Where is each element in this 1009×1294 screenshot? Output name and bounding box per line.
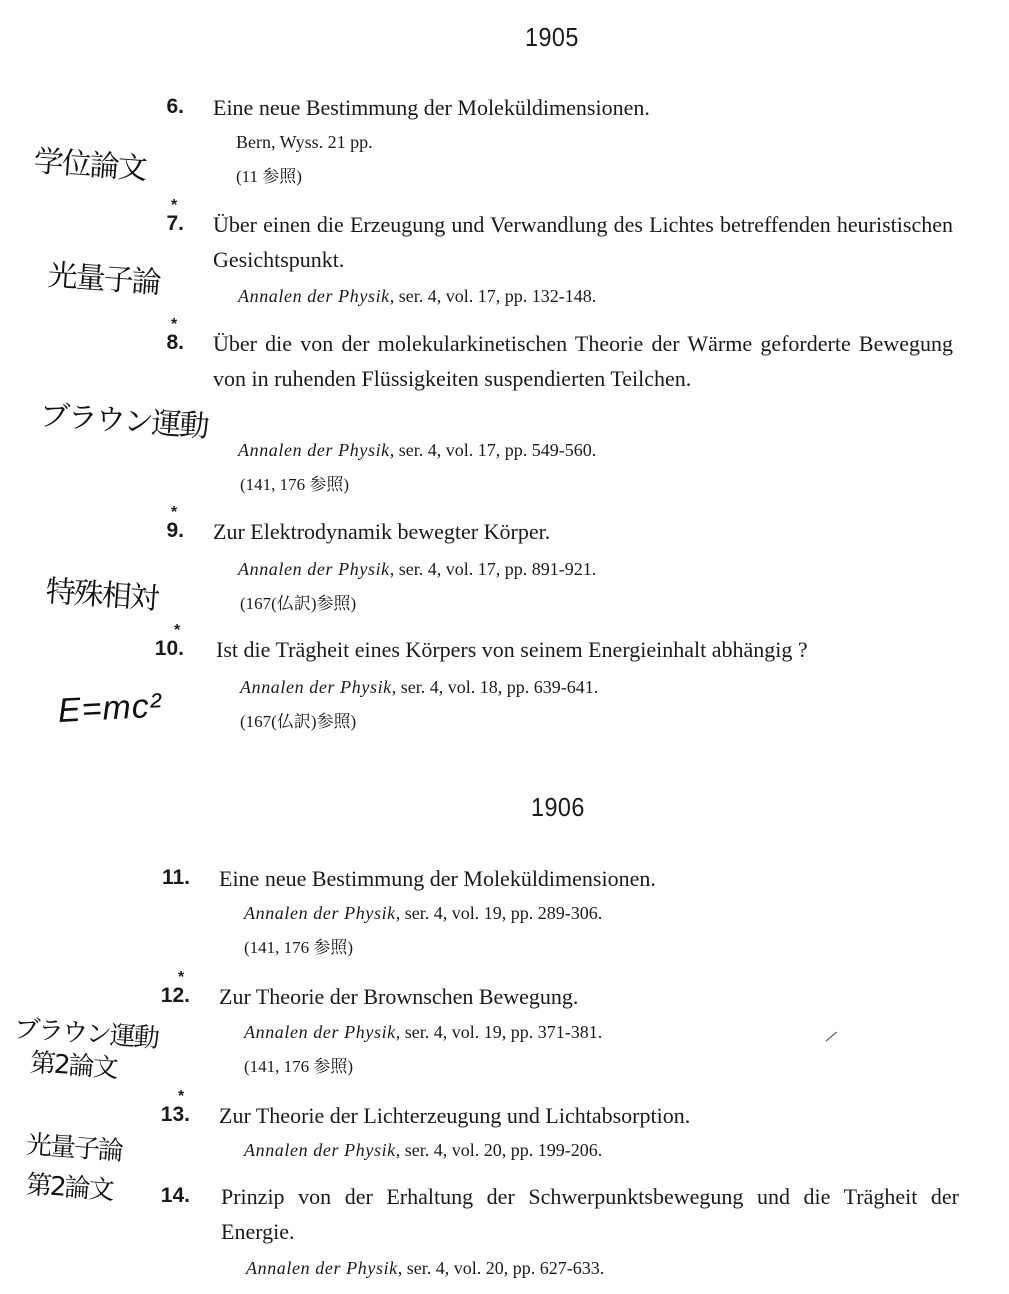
journal-name: Annalen der Physik xyxy=(244,1140,396,1160)
entry-citation xyxy=(240,670,598,704)
entry-reference: (141, 176 参照) xyxy=(240,475,350,494)
handwritten-note: ブラウン運動 xyxy=(12,1014,159,1055)
entry-title: Eine neue Bestimmung der Moleküldimensionen. xyxy=(219,866,656,891)
citation-details: , ser. 4, vol. 17, pp. 891-921. xyxy=(389,559,597,579)
handwritten-note-line2: 第2論文 xyxy=(28,1048,118,1085)
citation-details: , ser. 4, vol. 17, pp. 549-560. xyxy=(389,440,597,460)
entry-citation xyxy=(238,433,596,467)
entry-number: 13. xyxy=(160,1103,190,1126)
handwritten-note: 特殊相対 xyxy=(44,574,159,617)
asterisk-mark: * xyxy=(178,1088,185,1105)
entry-title: Ist die Trägheit eines Körpers von seinem Energieinhalt abhängig ? xyxy=(216,637,808,662)
entry-citation xyxy=(238,279,596,313)
journal-name: Annalen der Physik xyxy=(240,677,392,697)
entry-reference: (11 参照) xyxy=(236,167,302,186)
entry-number: 6. xyxy=(166,95,184,118)
citation-details: , ser. 4, vol. 19, pp. 371-381. xyxy=(395,1022,603,1042)
entry-reference: (141, 176 参照) xyxy=(244,938,354,957)
entry-title: Zur Theorie der Lichterzeugung und Lichtabsorption. xyxy=(219,1103,691,1128)
entry-number: 12. xyxy=(160,984,190,1007)
entry-number: 10. xyxy=(154,637,184,660)
entry-citation xyxy=(246,1251,604,1285)
journal-name: Annalen der Physik xyxy=(238,286,390,306)
journal-name: Annalen der Physik xyxy=(244,903,396,923)
entry-number: 9. xyxy=(166,519,184,542)
entry-title: Über einen die Erzeugung und Verwandlung des Lichtes betreffenden heuristischen Gesichtspunkt. xyxy=(213,212,953,272)
citation-details: , ser. 4, vol. 20, pp. 199-206. xyxy=(395,1140,603,1160)
entry-number: 14. xyxy=(160,1184,190,1207)
handwritten-note: 学位論文 xyxy=(32,144,147,187)
handwritten-note: 光量子論 xyxy=(46,258,161,301)
entry-citation xyxy=(238,552,596,586)
entry-publisher: Bern, Wyss. 21 pp. xyxy=(236,132,373,152)
entry-reference: (167(仏訳)参照) xyxy=(240,712,357,731)
asterisk-mark: * xyxy=(171,197,178,214)
year-heading-1905: 1905 xyxy=(524,22,579,52)
citation-details: , ser. 4, vol. 20, pp. 627-633. xyxy=(397,1258,605,1278)
entry-title: Zur Theorie der Brownschen Bewegung. xyxy=(219,984,579,1009)
asterisk-mark: * xyxy=(174,622,181,639)
entry-number: 7. xyxy=(166,212,184,235)
asterisk-mark: * xyxy=(171,316,178,333)
asterisk-mark: * xyxy=(178,969,185,986)
handwritten-note: E=mc² xyxy=(56,686,164,730)
entry-number: 11. xyxy=(161,866,190,889)
pen-mark: / xyxy=(823,1026,839,1048)
entry-citation xyxy=(244,1133,602,1167)
entry-number: 8. xyxy=(166,331,184,354)
entry-title: Eine neue Bestimmung der Moleküldimensionen. xyxy=(213,95,650,120)
citation-details: , ser. 4, vol. 17, pp. 132-148. xyxy=(389,286,597,306)
entry-citation xyxy=(244,896,602,930)
handwritten-note-line2: 第2論文 xyxy=(24,1170,114,1207)
journal-name: Annalen der Physik xyxy=(238,559,390,579)
handwritten-note: 光量子論 xyxy=(24,1130,123,1167)
entry-title: Zur Elektrodynamik bewegter Körper. xyxy=(213,519,551,544)
entry-citation xyxy=(244,1015,602,1049)
journal-name: Annalen der Physik xyxy=(244,1022,396,1042)
asterisk-mark: * xyxy=(171,504,178,521)
handwritten-note: ブラウン運動 xyxy=(38,398,209,445)
year-heading-1906: 1906 xyxy=(530,792,585,822)
journal-name: Annalen der Physik xyxy=(246,1258,398,1278)
entry-title: Über die von der molekularkinetischen Theorie der Wärme geforderte Bewegung von in ruhenden Flüssigkeiten suspendierten Teilchen. xyxy=(213,331,953,391)
citation-details: , ser. 4, vol. 18, pp. 639-641. xyxy=(391,677,599,697)
entry-reference: (141, 176 参照) xyxy=(244,1057,354,1076)
citation-details: , ser. 4, vol. 19, pp. 289-306. xyxy=(395,903,603,923)
entry-reference: (167(仏訳)参照) xyxy=(240,594,357,613)
entry-title: Prinzip von der Erhaltung der Schwerpunktsbewegung und die Trägheit der Energie. xyxy=(221,1184,959,1244)
journal-name: Annalen der Physik xyxy=(238,440,390,460)
